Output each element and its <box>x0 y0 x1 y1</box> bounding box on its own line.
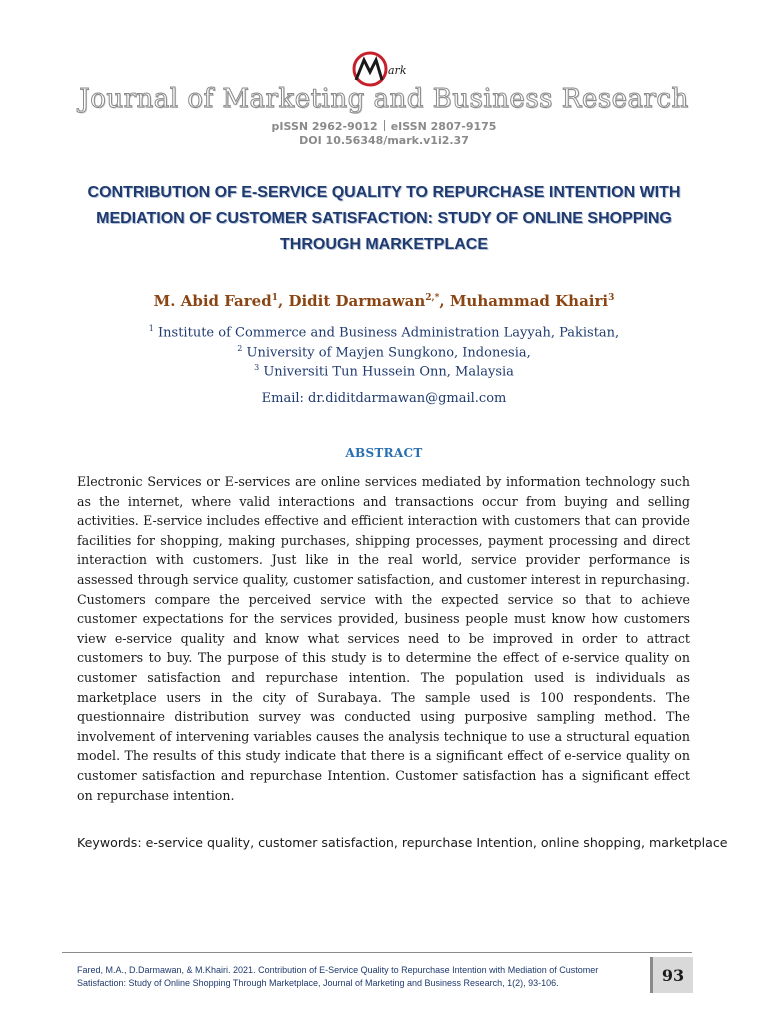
affiliation <box>0 324 768 340</box>
keywords-list: e-service quality, customer satisfaction, repurchase Intention, online shopping, marketplace <box>145 835 728 850</box>
paper-title: CONTRIBUTION OF E-SERVICE QUALITY TO REPURCHASE INTENTION WITH MEDIATION OF CUSTOMER SATISFACTION: STUDY OF ONLINE SHOPPING THROUGH MARKETPLACE <box>87 184 681 253</box>
author-name: Didit Darmawan <box>288 292 426 310</box>
affiliation-sup: 2 <box>237 344 243 353</box>
keywords-label: Keywords: <box>77 835 142 850</box>
affiliation-sup: 3 <box>254 363 260 372</box>
footer-citation: Fared, M.A., D.Darmawan, & M.Khairi. 2021. Contribution of E-Service Quality to Repurchase Intention with Mediation of Customer Satisfaction: Study of Online Shopping Through Marketplace, Journal of Marketing and Business Research, 1(2), 93-106. <box>77 965 599 988</box>
author-sup: 3 <box>608 293 615 303</box>
author-name: M. Abid Fared <box>153 292 272 310</box>
page-number: 93 <box>650 957 693 993</box>
doi: DOI 10.56348/mark.v1i2.37 <box>299 134 469 147</box>
author-sup: 1 <box>271 293 278 303</box>
eissn: eISSN 2807-9175 <box>390 120 497 133</box>
author-name: Muhammad Khairi <box>449 292 609 310</box>
affiliation-text: Universiti Tun Hussein Onn, Malaysia <box>263 364 514 380</box>
author-sup: 2,* <box>425 293 440 303</box>
keywords <box>77 833 765 853</box>
affiliation <box>0 344 768 360</box>
pissn: pISSN 2962-9012 <box>271 120 378 133</box>
contact-email[interactable]: Email: dr.diditdarmawan@gmail.com <box>261 391 507 406</box>
issn-line <box>0 120 768 133</box>
affiliation <box>0 363 768 379</box>
affiliation-sup: 1 <box>148 324 154 333</box>
author-list: M. Abid Fared$^1$, Didit Darmawan$^{2,*}$, Muhammad Khairi$^3$ <box>153 292 615 310</box>
journal-title: Journal of Marketing and Business Research <box>79 84 689 114</box>
journal-logo <box>350 50 420 88</box>
logo-text: ark <box>388 64 407 77</box>
abstract-body: Electronic Services or E-services are online services mediated by information technology such as the internet, where valid interactions and transactions occur from buying and selling activities. E-service includes effective and efficient interaction with customers that can provide facilities for shopping, making purchases, shipping processes, payment processing and direct interaction with customers. Just like in the real world, service provider performance is assessed through service quality, customer satisfaction, and customer interest in repurchasing. Customers compare the perceived service with the expected service so that to achieve customer expectations for the services provided, business people must know how customers view e-service quality and know what services need to be improved in order to attract customers to buy. The purpose of this study is to determine the effect of e-service quality on customer satisfaction and repurchase intention. The population used is individuals as marketplace users in the city of Surabaya. The sample used is 100 respondents. The questionnaire distribution survey was conducted using purposive sampling method. The involvement of intervening variables causes the analysis technique to use a structural equation model. The results of this study indicate that there is a significant effect of e-service quality on customer satisfaction and repurchase Intention. Customer satisfaction has a significant effect on repurchase intention. <box>77 474 690 803</box>
abstract-heading: ABSTRACT <box>345 446 423 460</box>
affiliation-text: Institute of Commerce and Business Administration Layyah, Pakistan, <box>158 325 620 341</box>
footer-divider <box>62 952 692 953</box>
affiliation-text: University of Mayjen Sungkono, Indonesia, <box>246 345 531 361</box>
issn-separator <box>384 120 385 131</box>
